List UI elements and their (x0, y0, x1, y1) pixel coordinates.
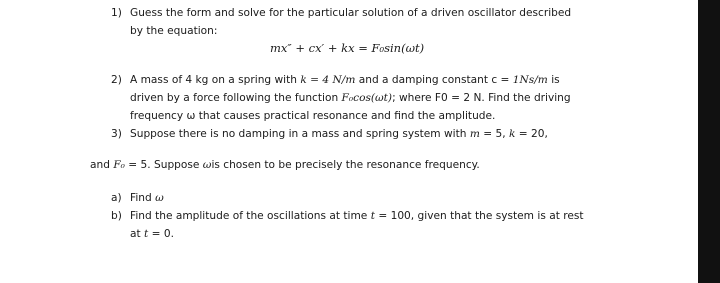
dark-edge-bar (698, 0, 720, 283)
problem-1-text: by the equation: (130, 25, 218, 37)
part-b-text: at t = 0. (130, 228, 175, 240)
problem-3-number: 3) (111, 128, 122, 140)
problem-2-number: 2) (111, 74, 122, 86)
problem-1-equation: mx″ + cx′ + kx = F₀sin(ωt) (270, 41, 425, 55)
problem-1-number: 1) (111, 7, 122, 19)
problem-2-text: driven by a force following the function F₀cos(ωt); where F0 = 2 N. Find the driving (130, 92, 571, 104)
problem-1-text: Guess the form and solve for the particular solution of a driven oscillator described (130, 7, 572, 19)
part-a-text: Find ω (130, 192, 164, 204)
problem-3-text: Suppose there is no damping in a mass and spring system with m = 5, k = 20, (130, 128, 548, 140)
problem-2-text: A mass of 4 kg on a spring with k = 4 N/m and a damping constant c = 1Ns/m is (130, 74, 560, 86)
part-a-label: a) (111, 192, 122, 204)
part-b-text: Find the amplitude of the oscillations at time t = 100, given that the system is at rest (130, 210, 584, 222)
problem-2-text: frequency ω that causes practical resonance and find the amplitude. (130, 110, 496, 122)
problem-3-text: and F₀ = 5. Suppose ωis chosen to be precisely the resonance frequency. (90, 159, 480, 171)
part-b-label: b) (111, 210, 122, 222)
